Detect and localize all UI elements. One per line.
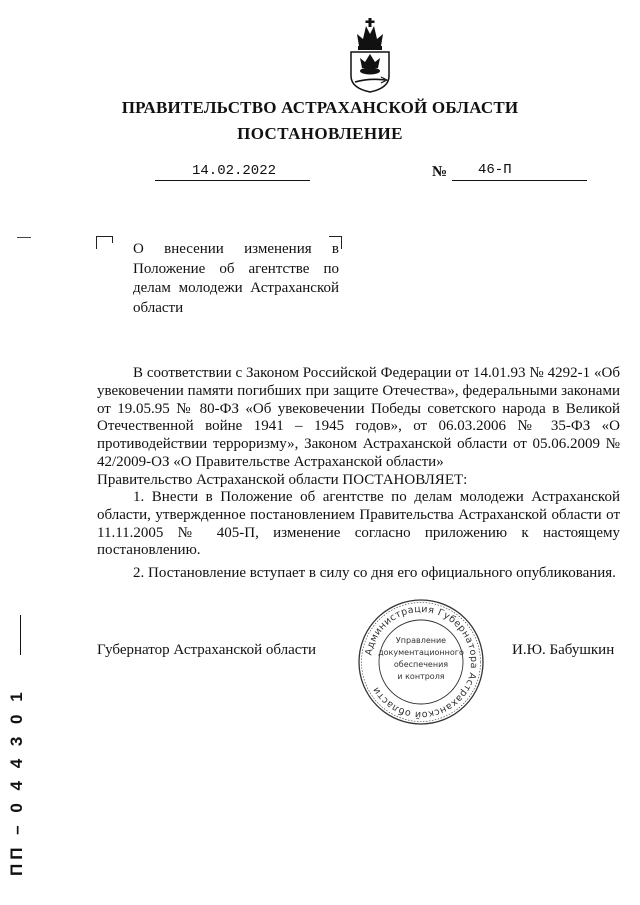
document-subject: О внесении изменения в Положение об агентстве по делам молодежи Астраханской области [133, 241, 339, 316]
seal-ring-text: Администрация Губернатора Астраханской области [363, 603, 480, 721]
official-seal [356, 597, 486, 727]
margin-line [20, 615, 21, 655]
preamble [97, 365, 620, 472]
signer-name: И.Ю. Бабушкин [512, 642, 615, 658]
date-underline [155, 180, 310, 181]
seal-line-2: документационного [378, 648, 464, 657]
number-underline [452, 180, 587, 181]
directive: Правительство Астраханской области ПОСТАНОВЛЯЕТ: [97, 472, 468, 488]
resolution-items [97, 489, 620, 583]
document-type-title: ПОСТАНОВЛЕНИЕ [237, 124, 403, 143]
coat-of-arms-icon [345, 14, 395, 94]
resolution-item-1: 1. Внести в Положение об агентстве по делам молодежи Астраханской области, утвержденное постановлением Правительства Астраханской области от 11.11.2005 № 405-П, изменение согласно приложению к настоящему постановлению. [97, 489, 620, 559]
document-number: 46-П [478, 162, 512, 178]
signer-position: Губернатор Астраханской области [97, 642, 317, 658]
seal-line-4: и контроля [397, 672, 445, 681]
number-label: № [432, 164, 448, 180]
serial-number: ПП – 0 4 4 3 0 1 [7, 688, 26, 876]
subject-bracket-left-inner [104, 236, 113, 243]
preamble-text: В соответствии с Законом Российской Федерации от 14.01.93 № 4292-1 «Об увековечении памяти погибших при защите Отечества», федеральными законами от 19.05.95 № 80-ФЗ «Об увековечении Победы советского народа в Великой Отечественной войне 1941 – 1945 годов», от 06.03.2006 № 35-ФЗ «О противодействии терроризму», Законом Астраханской области от 05.06.2009 № 42/2009-ОЗ «О Правительстве Астраханской области» [97, 365, 620, 470]
organization-title: ПРАВИТЕЛЬСТВО АСТРАХАНСКОЙ ОБЛАСТИ [121, 98, 519, 117]
margin-tick [17, 237, 31, 238]
resolution-item-2: 2. Постановление вступает в силу со дня его официального опубликования. [133, 565, 616, 582]
seal-line-1: Управление [395, 636, 447, 645]
document-date: 14.02.2022 [192, 163, 277, 179]
seal-line-3: обеспечения [393, 660, 449, 669]
